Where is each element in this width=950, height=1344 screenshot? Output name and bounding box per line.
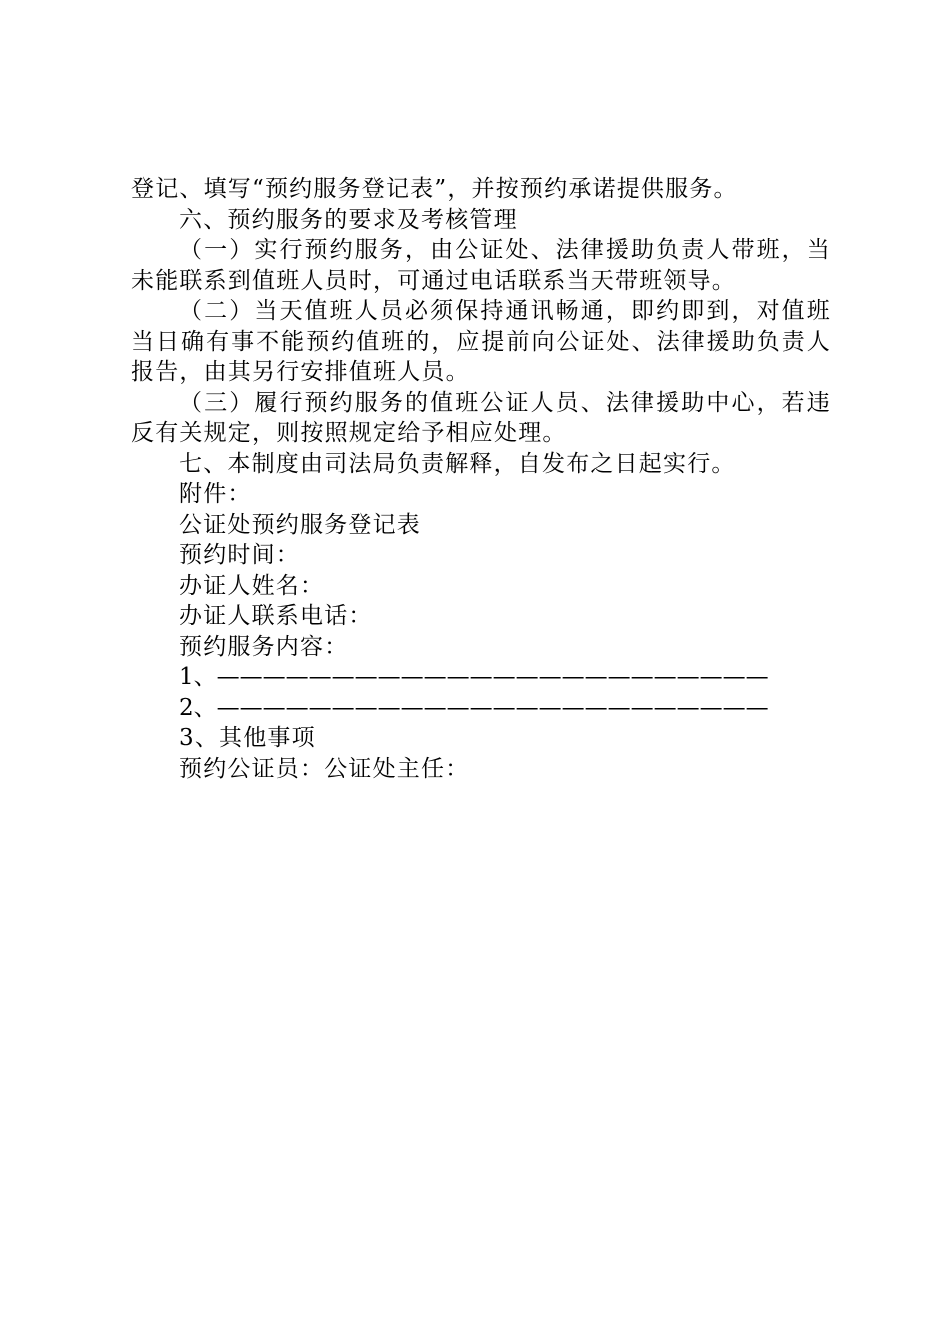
document-body [131, 174, 831, 784]
clause-three: （三）履行预约服务的值班公证人员、法律援助中心，若违反有关规定，则按照规定给予相应处理。 [131, 389, 831, 446]
form-item-3: 3、其他事项 [179, 725, 316, 751]
form-field-applicant-name: 办证人姓名： [179, 572, 325, 599]
signature-line: 预约公证员：公证处主任： [179, 755, 470, 782]
paragraph-continuation: 登记、填写“预约服务登记表”，并按预约承诺提供服务。 [131, 176, 738, 202]
form-field-appointment-time: 预约时间： [179, 542, 300, 568]
section-heading-six: 六、预约服务的要求及考核管理 [179, 206, 518, 233]
form-field-service-content: 预约服务内容： [179, 633, 349, 660]
form-title: 公证处预约服务登记表 [179, 511, 421, 538]
form-item-2: 2、———————————————————————— [179, 694, 769, 721]
form-field-applicant-phone: 办证人联系电话： [179, 603, 373, 629]
section-heading-seven: 七、本制度由司法局负责解释，自发布之日起实行。 [179, 450, 736, 477]
attachment-label: 附件： [179, 481, 252, 507]
clause-one: （一）实行预约服务，由公证处、法律援助负责人带班，当未能联系到值班人员时，可通过电话联系当天带班领导。 [131, 237, 831, 294]
clause-two: （二）当天值班人员必须保持通讯畅通，即约即到，对值班当日确有事不能预约值班的，应提前向公证处、法律援助负责人报告，由其另行安排值班人员。 [131, 298, 831, 385]
form-item-1: 1、———————————————————————— [179, 664, 769, 690]
